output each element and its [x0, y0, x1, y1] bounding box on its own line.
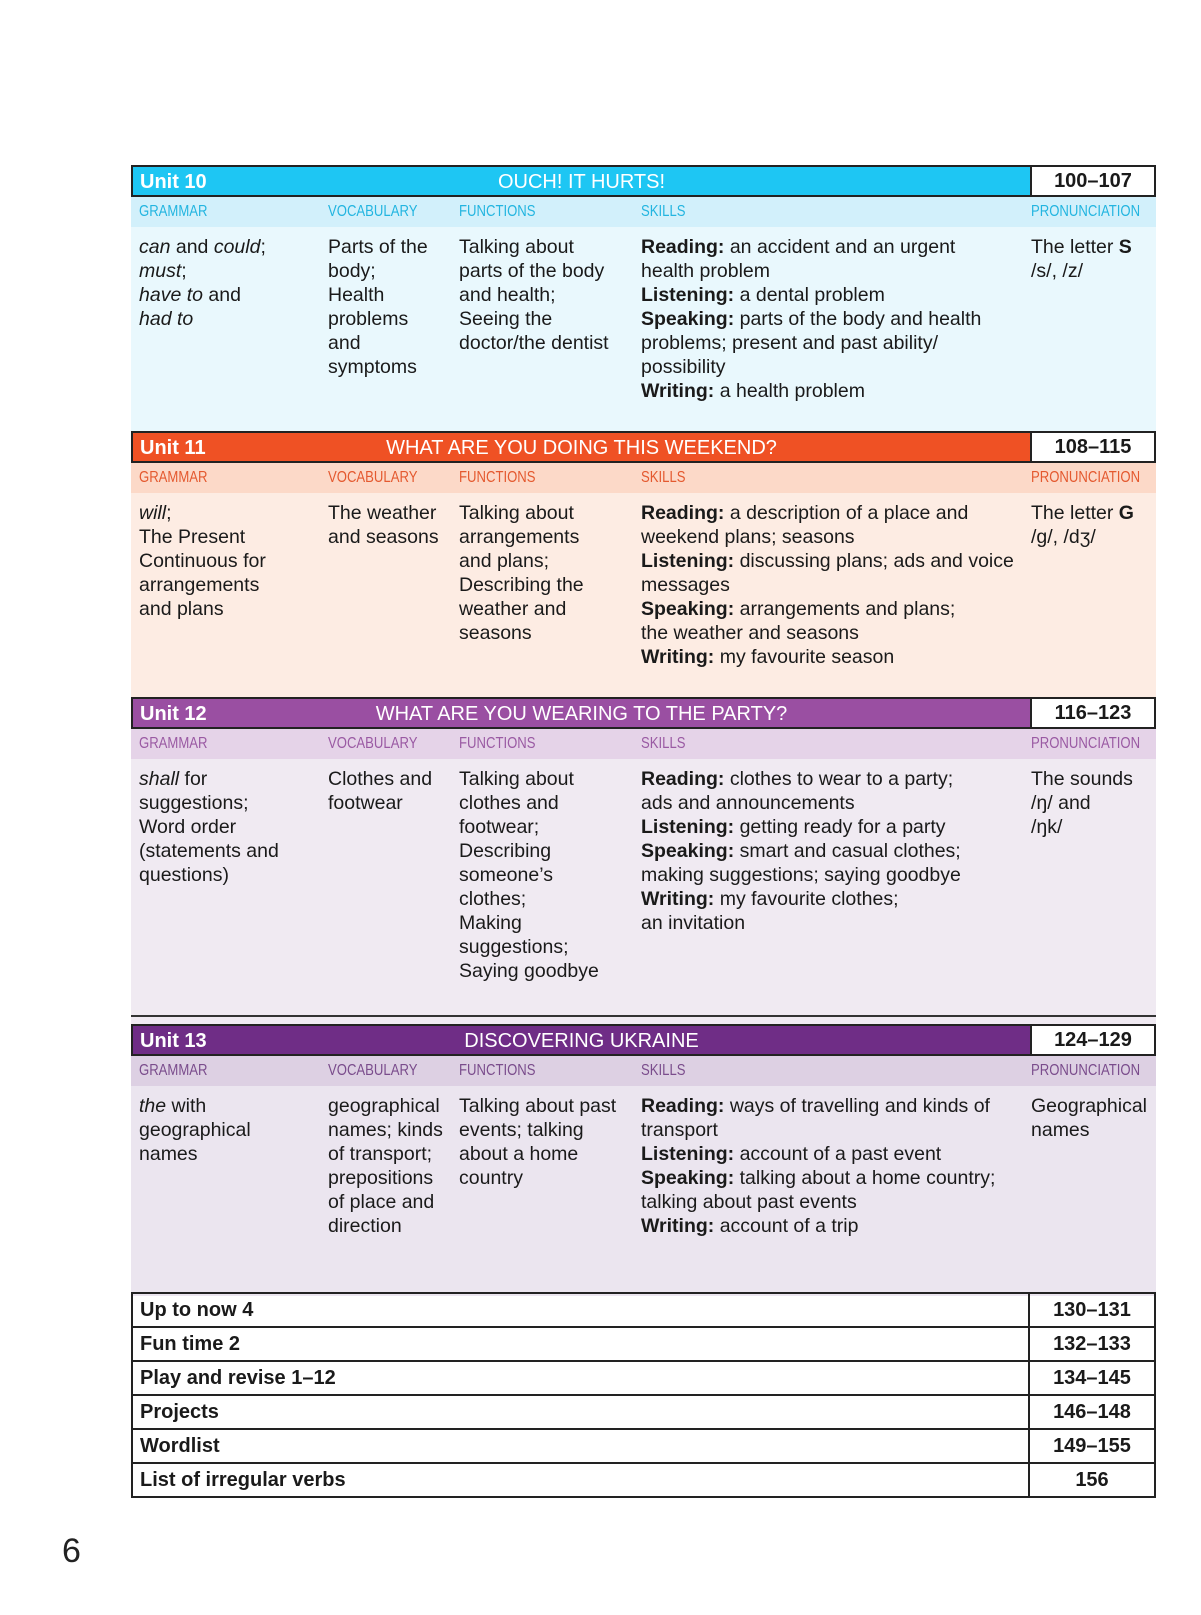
grammar-line: have to and [139, 284, 241, 306]
vocabulary-line: names; kinds [328, 1119, 443, 1141]
extras-pages: 149–155 [1028, 1430, 1154, 1462]
unit-title: WHAT ARE YOU DOING THIS WEEKEND? [386, 437, 777, 459]
unit-body [131, 227, 1156, 455]
grammar-line: geographical [139, 1119, 251, 1141]
extras-pages: 134–145 [1028, 1362, 1154, 1394]
unit-number: Unit 10 [140, 171, 207, 193]
pronunciation-column [1031, 1094, 1151, 1142]
functions-heading: FUNCTIONS [459, 735, 536, 752]
functions-line: events; talking [459, 1119, 584, 1141]
grammar-heading: GRAMMAR [139, 1062, 208, 1079]
grammar-line: will; [139, 502, 172, 524]
extras-pages: 146–148 [1028, 1396, 1154, 1428]
functions-line: parts of the body [459, 260, 605, 282]
pronunciation-column [1031, 767, 1151, 839]
unit-header [131, 697, 1156, 729]
extras-label: List of irregular verbs [140, 1469, 346, 1491]
skills-line: Speaking: parts of the body and health [641, 308, 982, 330]
grammar-heading: GRAMMAR [139, 203, 208, 220]
pronunciation-line: The sounds [1031, 768, 1133, 790]
pronunciation-line: names [1031, 1119, 1090, 1141]
skills-line: weekend plans; seasons [641, 526, 855, 548]
vocabulary-line: The weather [328, 502, 437, 524]
unit-number: Unit 12 [140, 703, 207, 725]
skills-heading: SKILLS [641, 735, 686, 752]
vocabulary-column [328, 1094, 453, 1238]
skills-line: Listening: getting ready for a party [641, 816, 946, 838]
grammar-column [139, 235, 319, 331]
unit-header [131, 431, 1156, 463]
skills-line: an invitation [641, 912, 746, 934]
skills-line: Writing: my favourite season [641, 646, 895, 668]
vocabulary-line: problems [328, 308, 409, 330]
vocabulary-line: geographical [328, 1095, 440, 1117]
functions-column [459, 767, 639, 983]
skills-line: messages [641, 574, 730, 596]
functions-line: Talking about past [459, 1095, 617, 1117]
pronunciation-line: The letter G [1031, 502, 1134, 524]
unit-number: Unit 13 [140, 1030, 207, 1052]
unit-block-11 [131, 431, 1156, 721]
column-headings [131, 463, 1156, 493]
skills-heading: SKILLS [641, 1062, 686, 1079]
unit-title-bar [133, 433, 1030, 461]
functions-line: clothes and [459, 792, 559, 814]
skills-line: talking about past events [641, 1191, 857, 1213]
grammar-line: can and could; [139, 236, 266, 258]
extras-label: Play and revise 1–12 [140, 1367, 336, 1389]
skills-line: health problem [641, 260, 770, 282]
unit-block-13 [131, 1024, 1156, 1296]
functions-line: arrangements [459, 526, 580, 548]
functions-line: Talking about [459, 236, 574, 258]
skills-line: the weather and seasons [641, 622, 859, 644]
vocabulary-line: direction [328, 1215, 402, 1237]
pronunciation-heading: PRONUNCIATION [1031, 735, 1141, 752]
unit-title-bar [133, 167, 1030, 195]
vocabulary-line: of transport; [328, 1143, 433, 1165]
skills-line: Speaking: talking about a home country; [641, 1167, 996, 1189]
extras-row [133, 1362, 1154, 1396]
functions-line: doctor/the dentist [459, 332, 609, 354]
extras-row [133, 1294, 1154, 1328]
unit-header [131, 1024, 1156, 1056]
extras-row [133, 1464, 1154, 1496]
unit-title: DISCOVERING UKRAINE [464, 1030, 699, 1052]
vocabulary-line: of place and [328, 1191, 435, 1213]
unit-title: WHAT ARE YOU WEARING TO THE PARTY? [375, 703, 788, 725]
grammar-column [139, 501, 319, 621]
skills-line: Listening: discussing plans; ads and voice [641, 550, 1014, 572]
extras-pages: 130–131 [1028, 1294, 1154, 1326]
grammar-column [139, 767, 319, 887]
functions-line: clothes; [459, 888, 527, 910]
grammar-line: had to [139, 308, 194, 330]
skills-heading: SKILLS [641, 469, 686, 486]
skills-line: Speaking: smart and casual clothes; [641, 840, 961, 862]
grammar-line: suggestions; [139, 792, 249, 814]
grammar-line: the with [139, 1095, 207, 1117]
unit-pages: 108–115 [1030, 433, 1154, 461]
functions-heading: FUNCTIONS [459, 203, 536, 220]
column-headings [131, 729, 1156, 759]
grammar-line: (statements and [139, 840, 279, 862]
skills-line: Writing: my favourite clothes; [641, 888, 899, 910]
unit-header [131, 165, 1156, 197]
pronunciation-line: /g/, /dʒ/ [1031, 526, 1096, 548]
extras-table [131, 1292, 1156, 1498]
grammar-heading: GRAMMAR [139, 735, 208, 752]
grammar-line: must; [139, 260, 187, 282]
pronunciation-heading: PRONUNCIATION [1031, 469, 1141, 486]
skills-line: Reading: clothes to wear to a party; [641, 768, 954, 790]
skills-line: Speaking: arrangements and plans; [641, 598, 956, 620]
unit-title-bar [133, 699, 1030, 727]
unit-block-10 [131, 165, 1156, 455]
vocabulary-column [328, 235, 453, 379]
skills-line: possibility [641, 356, 726, 378]
functions-heading: FUNCTIONS [459, 1062, 536, 1079]
skills-line: Writing: account of a trip [641, 1215, 859, 1237]
pronunciation-line: /ŋ/ and [1031, 792, 1091, 814]
pronunciation-line: /ŋk/ [1031, 816, 1063, 838]
skills-column [641, 235, 1021, 403]
functions-line: Describing the [459, 574, 584, 596]
skills-line: ads and announcements [641, 792, 855, 814]
vocabulary-line: symptoms [328, 356, 417, 378]
functions-heading: FUNCTIONS [459, 469, 536, 486]
functions-line: Describing [459, 840, 552, 862]
extras-label: Fun time 2 [140, 1333, 241, 1355]
vocabulary-heading: VOCABULARY [328, 735, 418, 752]
grammar-line: questions) [139, 864, 229, 886]
functions-line: Saying goodbye [459, 960, 599, 982]
grammar-line: The Present [139, 526, 246, 548]
vocabulary-heading: VOCABULARY [328, 203, 418, 220]
functions-line: and health; [459, 284, 556, 306]
skills-line: Listening: a dental problem [641, 284, 885, 306]
skills-column [641, 1094, 1021, 1238]
vocabulary-line: prepositions [328, 1167, 434, 1189]
pronunciation-heading: PRONUNCIATION [1031, 1062, 1141, 1079]
pronunciation-line: /s/, /z/ [1031, 260, 1084, 282]
vocabulary-line: Parts of the [328, 236, 428, 258]
unit-pages: 116–123 [1030, 699, 1154, 727]
extras-row [133, 1328, 1154, 1362]
vocabulary-column [328, 501, 453, 549]
vocabulary-line: Clothes and [328, 768, 433, 790]
skills-line: Reading: an accident and an urgent [641, 236, 956, 258]
skills-line: making suggestions; saying goodbye [641, 864, 961, 886]
grammar-line: Word order [139, 816, 237, 838]
skills-line: Writing: a health problem [641, 380, 865, 402]
skills-line: problems; present and past ability/ [641, 332, 938, 354]
functions-line: Talking about [459, 502, 574, 524]
unit-12-bottom-rule [131, 1015, 1156, 1017]
unit-title-bar [133, 1026, 1030, 1054]
skills-line: Reading: a description of a place and [641, 502, 969, 524]
functions-line: country [459, 1167, 523, 1189]
vocabulary-line: footwear [328, 792, 403, 814]
unit-pages: 124–129 [1030, 1026, 1154, 1054]
column-headings [131, 1056, 1156, 1086]
functions-line: Seeing the [459, 308, 553, 330]
grammar-line: names [139, 1143, 198, 1165]
vocabulary-column [328, 767, 453, 815]
grammar-line: arrangements [139, 574, 260, 596]
pronunciation-column [1031, 235, 1151, 283]
vocabulary-heading: VOCABULARY [328, 1062, 418, 1079]
unit-body [131, 1086, 1156, 1296]
extras-label: Up to now 4 [140, 1299, 254, 1321]
pronunciation-line: The letter S [1031, 236, 1132, 258]
extras-pages: 132–133 [1028, 1328, 1154, 1360]
functions-line: suggestions; [459, 936, 569, 958]
functions-line: about a home [459, 1143, 579, 1165]
vocabulary-line: and seasons [328, 526, 439, 548]
unit-block-12 [131, 697, 1156, 1042]
vocabulary-line: Health [328, 284, 385, 306]
grammar-line: shall for [139, 768, 208, 790]
extras-row [133, 1430, 1154, 1464]
column-headings [131, 197, 1156, 227]
functions-line: footwear; [459, 816, 540, 838]
functions-line: someone’s [459, 864, 553, 886]
extras-label: Wordlist [140, 1435, 220, 1457]
grammar-column [139, 1094, 319, 1166]
unit-title: OUCH! IT HURTS! [497, 171, 666, 193]
skills-column [641, 501, 1021, 669]
functions-column [459, 501, 639, 645]
extras-label: Projects [140, 1401, 219, 1423]
unit-number: Unit 11 [140, 437, 206, 459]
skills-heading: SKILLS [641, 203, 686, 220]
unit-pages: 100–107 [1030, 167, 1154, 195]
pronunciation-heading: PRONUNCIATION [1031, 203, 1141, 220]
vocabulary-heading: VOCABULARY [328, 469, 418, 486]
grammar-line: Continuous for [139, 550, 266, 572]
functions-line: and plans; [459, 550, 549, 572]
grammar-line: and plans [139, 598, 224, 620]
functions-column [459, 235, 639, 355]
skills-line: transport [641, 1119, 718, 1141]
unit-body [131, 493, 1156, 721]
page-number: 6 [62, 1532, 81, 1570]
grammar-heading: GRAMMAR [139, 469, 208, 486]
unit-body [131, 759, 1156, 1042]
extras-row [133, 1396, 1154, 1430]
functions-line: Talking about [459, 768, 574, 790]
pronunciation-line: Geographical [1031, 1095, 1147, 1117]
functions-line: Making [459, 912, 522, 934]
functions-line: weather and [459, 598, 567, 620]
vocabulary-line: body; [328, 260, 376, 282]
functions-column [459, 1094, 639, 1190]
functions-line: seasons [459, 622, 532, 644]
pronunciation-column [1031, 501, 1151, 549]
skills-line: Listening: account of a past event [641, 1143, 942, 1165]
vocabulary-line: and [328, 332, 361, 354]
skills-column [641, 767, 1021, 935]
extras-pages: 156 [1028, 1464, 1154, 1496]
skills-line: Reading: ways of travelling and kinds of [641, 1095, 990, 1117]
